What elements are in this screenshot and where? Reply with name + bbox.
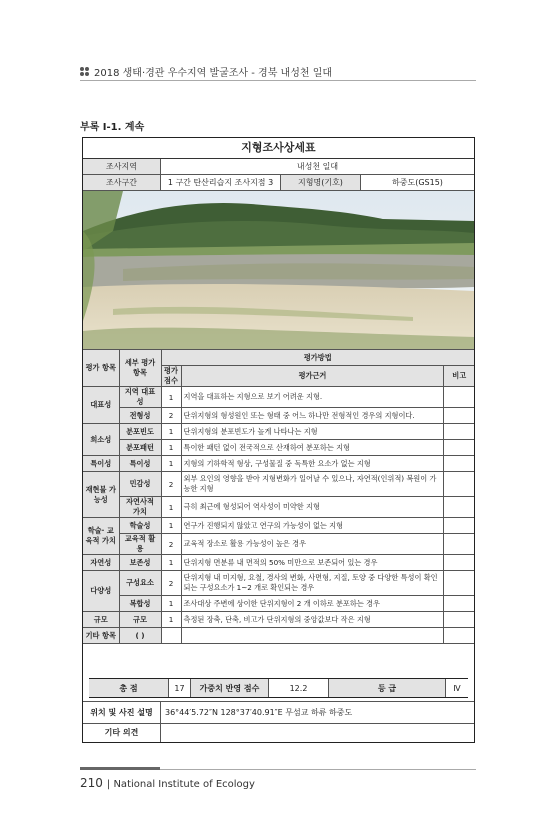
eval-item: 희소성 bbox=[83, 424, 119, 456]
eval-sub: 복합성 bbox=[119, 596, 161, 612]
site-photo bbox=[83, 191, 474, 350]
eval-basis: 단위지형의 형성원인 또는 형태 중 어느 하나만 전형적인 경우의 지형이다. bbox=[181, 408, 444, 424]
eval-note bbox=[444, 440, 474, 456]
eval-basis bbox=[181, 628, 444, 644]
eval-row bbox=[83, 408, 474, 424]
col-method-header: 평가방법 bbox=[161, 350, 474, 366]
eval-row bbox=[83, 596, 474, 612]
header-text: 2018 생태·경관 우수지역 발굴조사 - 경북 내성천 일대 bbox=[94, 68, 333, 79]
eval-score: 1 bbox=[161, 612, 181, 628]
eval-item: 자연성 bbox=[83, 555, 119, 571]
eval-row bbox=[83, 472, 474, 497]
eval-basis: 단위지형 내 미지형, 요철, 경사의 변화, 사면형, 지질, 토양 중 다양한 특성이 확인되는 구성요소가 1~2 개로 확인되는 경우 bbox=[181, 571, 444, 596]
summary-row bbox=[89, 678, 468, 698]
eval-note bbox=[444, 408, 474, 424]
section-value: 1 구간 탄산리습지 조사지점 3 bbox=[161, 175, 281, 190]
col-note-header: 비고 bbox=[444, 366, 474, 387]
eval-score: 2 bbox=[161, 408, 181, 424]
eval-score: 1 bbox=[161, 387, 181, 408]
grade-value: Ⅳ bbox=[453, 683, 461, 693]
eval-note bbox=[444, 596, 474, 612]
eval-score: 2 bbox=[161, 534, 181, 555]
col-sub-header: 세부 평가항목 bbox=[119, 350, 161, 387]
eval-score bbox=[161, 628, 181, 644]
eval-row bbox=[83, 518, 474, 534]
col-item-header: 평가 항목 bbox=[83, 350, 119, 387]
footer bbox=[80, 776, 255, 790]
sheet-title: 지형조사상세표 bbox=[83, 138, 474, 159]
eval-sub: 특이성 bbox=[119, 456, 161, 472]
eval-sub: 분포패턴 bbox=[119, 440, 161, 456]
eval-row bbox=[83, 555, 474, 571]
eval-score: 1 bbox=[161, 456, 181, 472]
eval-basis: 지역을 대표하는 지형으로 보기 어려운 지형. bbox=[181, 387, 444, 408]
grade-label: 등 급 bbox=[329, 679, 446, 697]
eval-note bbox=[444, 555, 474, 571]
eval-row bbox=[83, 571, 474, 596]
eval-note bbox=[444, 628, 474, 644]
footer-org: | National Institute of Ecology bbox=[106, 779, 255, 790]
col-score-header: 평가 점수 bbox=[161, 366, 181, 387]
eval-score: 1 bbox=[161, 497, 181, 518]
location-row bbox=[83, 701, 474, 724]
eval-row bbox=[83, 456, 474, 472]
eval-row bbox=[83, 497, 474, 518]
eval-item: 대표성 bbox=[83, 387, 119, 424]
eval-score: 1 bbox=[161, 440, 181, 456]
evaluation-table bbox=[83, 350, 474, 644]
survey-sheet bbox=[82, 137, 475, 743]
eval-sub: 분포빈도 bbox=[119, 424, 161, 440]
weighted-value: 12.2 bbox=[269, 679, 329, 697]
weighted-label: 가중치 반영 점수 bbox=[191, 679, 269, 697]
total-value: 17 bbox=[169, 679, 191, 697]
appendix-label: 부록 Ⅰ-1. 계속 bbox=[80, 122, 145, 133]
eval-row bbox=[83, 628, 474, 644]
eval-note bbox=[444, 534, 474, 555]
eval-item: 학술· 교육적 가치 bbox=[83, 518, 119, 555]
eval-row bbox=[83, 424, 474, 440]
eval-sub: 학술성 bbox=[119, 518, 161, 534]
running-header bbox=[80, 64, 332, 79]
eval-item: 다양성 bbox=[83, 571, 119, 612]
evaluation-body bbox=[83, 350, 474, 644]
eval-row bbox=[83, 387, 474, 408]
eval-score: 2 bbox=[161, 472, 181, 497]
eval-basis: 외부 요인의 영향을 받아 지형변화가 일어날 수 있으나, 자연적(인위적) 복원이 가능한 지형 bbox=[181, 472, 444, 497]
eval-note bbox=[444, 497, 474, 518]
eval-note bbox=[444, 518, 474, 534]
page-number: 210 bbox=[80, 776, 103, 790]
landform-label: 지형명(기호) bbox=[281, 175, 361, 190]
eval-row bbox=[83, 440, 474, 456]
eval-sub: 자연사적 가치 bbox=[119, 497, 161, 518]
eval-row bbox=[83, 534, 474, 555]
eval-basis: 단위지형의 분포빈도가 높게 나타나는 지형 bbox=[181, 424, 444, 440]
opinion-row bbox=[83, 722, 474, 742]
footer-bar bbox=[80, 767, 160, 770]
opinion-value bbox=[161, 722, 474, 742]
eval-note bbox=[444, 456, 474, 472]
eval-basis: 지형의 기하학적 형상, 구성물질 중 독특한 요소가 없는 지형 bbox=[181, 456, 444, 472]
eval-item: 특이성 bbox=[83, 456, 119, 472]
region-row bbox=[83, 159, 474, 175]
dots-icon bbox=[80, 67, 89, 76]
eval-sub: 보존성 bbox=[119, 555, 161, 571]
eval-score: 1 bbox=[161, 518, 181, 534]
eval-sub: ( ) bbox=[119, 628, 161, 644]
eval-sub: 구성요소 bbox=[119, 571, 161, 596]
section-row bbox=[83, 175, 474, 191]
eval-note bbox=[444, 472, 474, 497]
eval-basis: 측정된 장축, 단축, 비고가 단위지형의 중앙값보다 작은 지형 bbox=[181, 612, 444, 628]
col-basis-header: 평가근거 bbox=[181, 366, 444, 387]
opinion-label: 기타 의견 bbox=[83, 722, 161, 742]
region-label: 조사지역 bbox=[83, 159, 161, 174]
eval-row bbox=[83, 612, 474, 628]
landform-value: 하중도(GS15) bbox=[392, 178, 443, 187]
eval-score: 1 bbox=[161, 596, 181, 612]
eval-sub: 민감성 bbox=[119, 472, 161, 497]
eval-score: 1 bbox=[161, 555, 181, 571]
eval-basis: 조사대상 주변에 상이한 단위지형이 2 개 이하로 분포하는 경우 bbox=[181, 596, 444, 612]
eval-sub: 규모 bbox=[119, 612, 161, 628]
header-rule bbox=[80, 80, 476, 81]
eval-sub: 전형성 bbox=[119, 408, 161, 424]
eval-basis: 교육적 장소로 활용 가능성이 높은 경우 bbox=[181, 534, 444, 555]
eval-note bbox=[444, 387, 474, 408]
eval-score: 1 bbox=[161, 424, 181, 440]
eval-item: 재현불 가능성 bbox=[83, 472, 119, 518]
eval-sub: 교육적 활용 bbox=[119, 534, 161, 555]
location-label: 위치 및 사진 설명 bbox=[83, 702, 161, 723]
eval-basis: 극히 최근에 형성되어 역사성이 미약한 지형 bbox=[181, 497, 444, 518]
eval-note bbox=[444, 612, 474, 628]
total-label: 총 점 bbox=[89, 679, 169, 697]
river-island-photo bbox=[83, 191, 474, 349]
eval-basis: 특이한 패턴 없이 전국적으로 산재하여 분포하는 지형 bbox=[181, 440, 444, 456]
eval-item: 기타 항목 bbox=[83, 628, 119, 644]
eval-note bbox=[444, 571, 474, 596]
eval-basis: 단위지형 면분류 내 면적의 50% 미만으로 보존되어 있는 경우 bbox=[181, 555, 444, 571]
location-value: 36°44′5.72″N 128°37′40.91″E 무섬교 하류 하중도 bbox=[165, 708, 353, 717]
eval-item: 규모 bbox=[83, 612, 119, 628]
eval-sub: 지역 대표성 bbox=[119, 387, 161, 408]
region-value: 내성천 일대 bbox=[296, 162, 339, 171]
eval-note bbox=[444, 424, 474, 440]
eval-basis: 연구가 진행되지 않았고 연구의 가능성이 없는 지형 bbox=[181, 518, 444, 534]
section-label: 조사구간 bbox=[83, 175, 161, 190]
eval-score: 2 bbox=[161, 571, 181, 596]
